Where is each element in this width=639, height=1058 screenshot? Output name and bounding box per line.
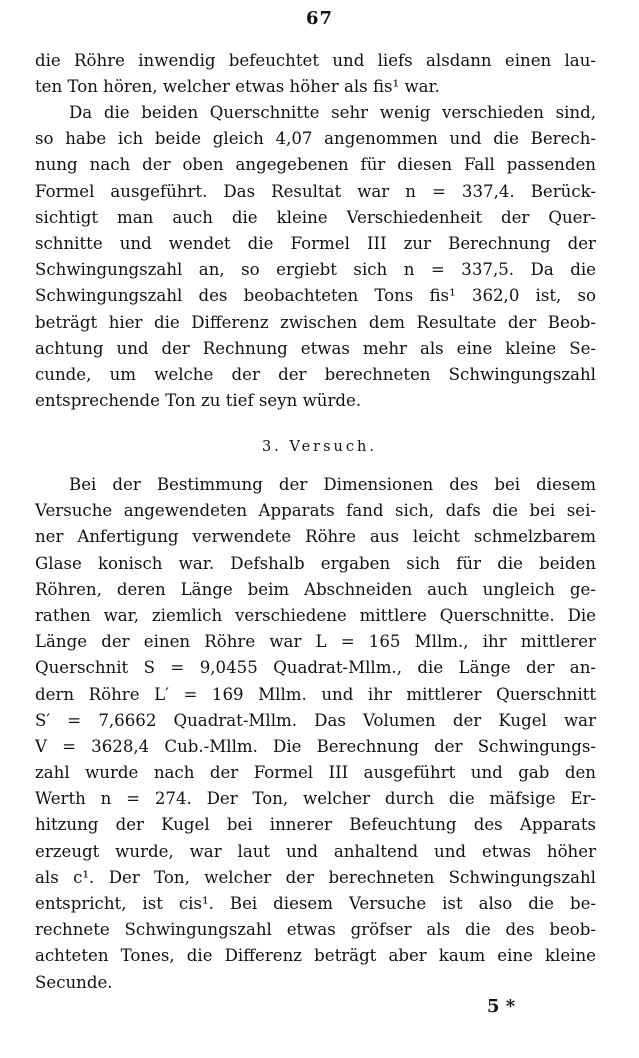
text-line: sichtigt man auch die kleine Verschiedenheit der Quer- bbox=[35, 207, 596, 227]
text-line: Länge der einen Röhre war L = 165 Mllm., ihr mittlerer bbox=[35, 632, 596, 652]
text-line: achtung und der Rechnung etwas mehr als eine kleine Se- bbox=[35, 338, 596, 358]
text-line: V = 3628,4 Cub.-Mllm. Die Berechnung der Schwingungs- bbox=[35, 736, 596, 756]
text-line: Secunde. bbox=[35, 972, 113, 992]
text-line: schnitte und wendet die Formel III zur Berechnung der bbox=[35, 233, 596, 253]
text-line: ten Ton hören, welcher etwas höher als fis¹ war. bbox=[35, 77, 440, 97]
text-line: nung nach der oben angegebenen für diesen Fall passenden bbox=[35, 155, 596, 175]
paragraph-second-measurement bbox=[35, 100, 596, 414]
text-line: erzeugt wurde, war laut und anhaltend und etwas höher bbox=[35, 841, 596, 861]
section-heading: 3. Versuch. bbox=[262, 439, 377, 455]
text-line: entspricht, ist cis¹. Bei diesem Versuche ist also die be- bbox=[35, 894, 596, 913]
text-line: Röhren, deren Länge beim Abschneiden auch ungleich ge- bbox=[35, 579, 596, 599]
text-line: entsprechende Ton zu tief seyn würde. bbox=[35, 391, 362, 411]
signature-mark: 5 * bbox=[487, 996, 516, 1017]
text-line: cunde, um welche der der berechneten Schwingungszahl bbox=[35, 364, 596, 384]
text-line: dern Röhre L′ = 169 Mllm. und ihr mittlerer Querschnitt bbox=[35, 684, 596, 704]
paragraph-continuation bbox=[35, 48, 596, 100]
text-line: S′ = 7,6662 Quadrat-Mllm. Das Volumen der Kugel war bbox=[35, 710, 596, 730]
text-line: Formel ausgeführt. Das Resultat war n = 337,4. Berück- bbox=[35, 181, 596, 201]
text-line: ner Anfertigung verwendete Röhre aus leicht schmelzbarem bbox=[35, 527, 596, 547]
paragraph-third-experiment bbox=[35, 472, 596, 996]
text-line: rathen war, ziemlich verschiedene mittlere Querschnitte. Die bbox=[35, 605, 596, 625]
text-line: zahl wurde nach der Formel III ausgeführt und gab den bbox=[35, 763, 596, 783]
text-line: Bei der Bestimmung der Dimensionen des bei diesem bbox=[69, 475, 596, 494]
page-number: 67 bbox=[305, 8, 334, 29]
text-line: Werth n = 274. Der Ton, welcher durch die mäfsige Er- bbox=[35, 789, 596, 809]
text-line: achteten Tones, die Differenz beträgt aber kaum eine kleine bbox=[35, 946, 596, 966]
text-line: Glase konisch war. Defshalb ergaben sich für die beiden bbox=[35, 553, 596, 573]
text-line: Versuche angewendeten Apparats fand sich, dafs die bei sei- bbox=[35, 501, 596, 521]
text-line: beträgt hier die Differenz zwischen dem Resultate der Beob- bbox=[35, 312, 596, 332]
text-line: Schwingungszahl des beobachteten Tons fis¹ 362,0 ist, so bbox=[35, 286, 596, 306]
text-line: als c¹. Der Ton, welcher der berechneten Schwingungszahl bbox=[35, 867, 596, 887]
text-line: die Röhre inwendig befeuchtet und liefs alsdann einen lau- bbox=[35, 51, 596, 70]
text-line: rechnete Schwingungszahl etwas gröfser als die des beob- bbox=[35, 920, 596, 940]
text-line: Da die beiden Querschnitte sehr wenig verschieden sind, bbox=[69, 103, 596, 122]
text-line: hitzung der Kugel bei innerer Befeuchtung des Apparats bbox=[35, 815, 596, 835]
text-line: Schwingungszahl an, so ergiebt sich n = 337,5. Da die bbox=[35, 260, 596, 280]
text-line: so habe ich beide gleich 4,07 angenommen und die Berech- bbox=[35, 129, 596, 149]
text-line: Querschnit S = 9,0455 Quadrat-Mllm., die Länge der an- bbox=[35, 658, 596, 678]
